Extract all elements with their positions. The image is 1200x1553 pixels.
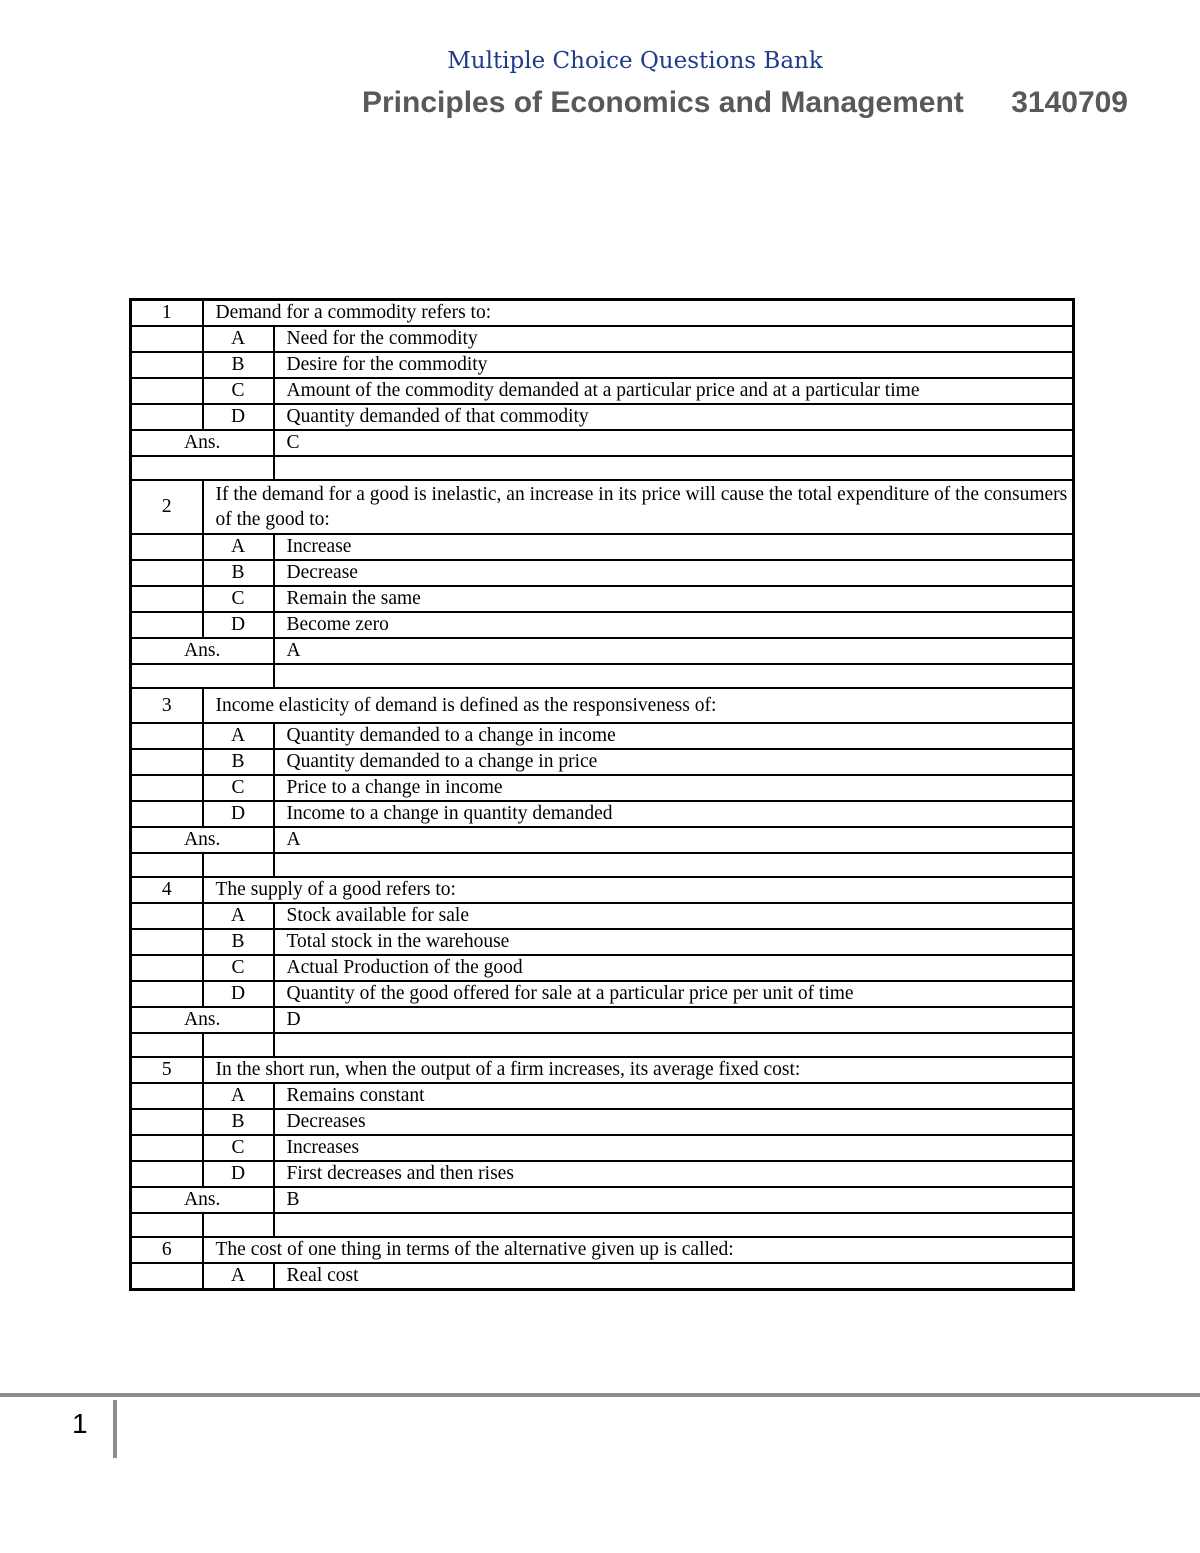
footer-divider — [0, 1393, 1200, 1397]
question-row — [131, 300, 1074, 327]
question-row — [131, 1237, 1074, 1263]
answer-row — [131, 1007, 1074, 1033]
document-title-row — [362, 86, 1128, 120]
option-letter: D — [203, 1161, 274, 1187]
spacer-row — [131, 1033, 1074, 1057]
option-text: Increases — [274, 1135, 1074, 1161]
option-row — [131, 903, 1074, 929]
option-letter: C — [203, 378, 274, 404]
option-text: Decreases — [274, 1109, 1074, 1135]
option-row — [131, 929, 1074, 955]
option-letter: B — [203, 749, 274, 775]
option-letter: B — [203, 352, 274, 378]
spacer-row — [131, 1213, 1074, 1237]
option-letter: D — [203, 801, 274, 827]
question-row — [131, 877, 1074, 903]
question-text: The cost of one thing in terms of the alternative given up is called: — [203, 1237, 1074, 1263]
option-text: First decreases and then rises — [274, 1161, 1074, 1187]
answer-value: D — [274, 1007, 1074, 1033]
option-letter: C — [203, 955, 274, 981]
questions-table — [129, 298, 1075, 1291]
option-row — [131, 801, 1074, 827]
option-row — [131, 352, 1074, 378]
spacer-row — [131, 664, 1074, 688]
option-letter: A — [203, 326, 274, 352]
option-text: Remains constant — [274, 1083, 1074, 1109]
question-number: 5 — [131, 1057, 203, 1083]
option-letter: D — [203, 404, 274, 430]
question-row — [131, 1057, 1074, 1083]
option-text: Become zero — [274, 612, 1074, 638]
course-code: 3140709 — [1011, 86, 1128, 119]
answer-label: Ans. — [131, 827, 274, 853]
option-text: Price to a change in income — [274, 775, 1074, 801]
option-text: Remain the same — [274, 586, 1074, 612]
option-text: Amount of the commodity demanded at a particular price and at a particular time — [274, 378, 1074, 404]
answer-row — [131, 638, 1074, 664]
option-letter: B — [203, 560, 274, 586]
option-row — [131, 560, 1074, 586]
option-row — [131, 326, 1074, 352]
page-number-divider — [113, 1400, 117, 1458]
page-number: 1 — [72, 1408, 88, 1439]
option-text: Increase — [274, 534, 1074, 560]
question-text: Demand for a commodity refers to: — [203, 300, 1074, 327]
option-row — [131, 1135, 1074, 1161]
option-text: Total stock in the warehouse — [274, 929, 1074, 955]
spacer-row — [131, 456, 1074, 480]
question-number: 3 — [131, 688, 203, 723]
answer-value: A — [274, 827, 1074, 853]
question-number: 2 — [131, 480, 203, 534]
option-text: Need for the commodity — [274, 326, 1074, 352]
option-row — [131, 1109, 1074, 1135]
option-letter: A — [203, 723, 274, 749]
option-letter: C — [203, 775, 274, 801]
option-row — [131, 378, 1074, 404]
spacer-row — [131, 853, 1074, 877]
option-text: Actual Production of the good — [274, 955, 1074, 981]
option-row — [131, 775, 1074, 801]
answer-label: Ans. — [131, 638, 274, 664]
option-text: Desire for the commodity — [274, 352, 1074, 378]
option-text: Decrease — [274, 560, 1074, 586]
option-row — [131, 1263, 1074, 1290]
option-letter: C — [203, 1135, 274, 1161]
answer-label: Ans. — [131, 430, 274, 456]
document-subtitle: Multiple Choice Questions Bank — [447, 48, 823, 74]
option-row — [131, 586, 1074, 612]
answer-row — [131, 430, 1074, 456]
option-row — [131, 1083, 1074, 1109]
option-letter: B — [203, 929, 274, 955]
option-row — [131, 534, 1074, 560]
option-row — [131, 612, 1074, 638]
option-row — [131, 1161, 1074, 1187]
option-letter: A — [203, 903, 274, 929]
question-row — [131, 480, 1074, 534]
question-number: 6 — [131, 1237, 203, 1263]
question-text: The supply of a good refers to: — [203, 877, 1074, 903]
question-number: 1 — [131, 300, 203, 327]
question-number: 4 — [131, 877, 203, 903]
answer-row — [131, 827, 1074, 853]
option-text: Real cost — [274, 1263, 1074, 1290]
answer-value: C — [274, 430, 1074, 456]
answer-label: Ans. — [131, 1187, 274, 1213]
option-letter: D — [203, 612, 274, 638]
answer-value: A — [274, 638, 1074, 664]
option-letter: D — [203, 981, 274, 1007]
option-row — [131, 404, 1074, 430]
question-text: If the demand for a good is inelastic, an increase in its price will cause the total expenditure of the consumers of the good to: — [203, 480, 1074, 534]
answer-value: B — [274, 1187, 1074, 1213]
answer-label: Ans. — [131, 1007, 274, 1033]
option-text: Stock available for sale — [274, 903, 1074, 929]
option-row — [131, 723, 1074, 749]
question-row — [131, 688, 1074, 723]
option-row — [131, 981, 1074, 1007]
option-letter: A — [203, 1263, 274, 1290]
option-text: Quantity of the good offered for sale at a particular price per unit of time — [274, 981, 1074, 1007]
question-text: In the short run, when the output of a firm increases, its average fixed cost: — [203, 1057, 1074, 1083]
answer-row — [131, 1187, 1074, 1213]
question-text: Income elasticity of demand is defined as the responsiveness of: — [203, 688, 1074, 723]
option-letter: A — [203, 534, 274, 560]
option-letter: A — [203, 1083, 274, 1109]
option-text: Income to a change in quantity demanded — [274, 801, 1074, 827]
option-row — [131, 955, 1074, 981]
option-row — [131, 749, 1074, 775]
option-text: Quantity demanded of that commodity — [274, 404, 1074, 430]
option-letter: C — [203, 586, 274, 612]
course-title: Principles of Economics and Management — [362, 86, 964, 119]
option-letter: B — [203, 1109, 274, 1135]
option-text: Quantity demanded to a change in price — [274, 749, 1074, 775]
option-text: Quantity demanded to a change in income — [274, 723, 1074, 749]
